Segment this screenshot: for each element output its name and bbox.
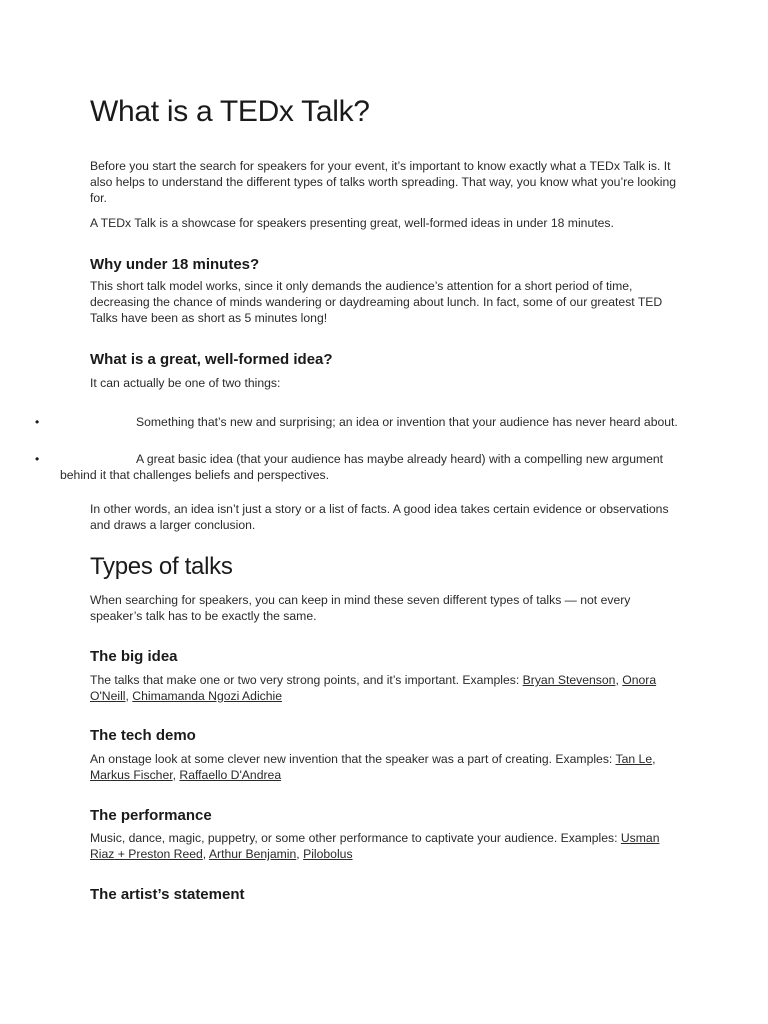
big-idea-heading: The big idea bbox=[90, 648, 178, 665]
big-idea-paragraph bbox=[90, 672, 680, 704]
example-link-usman-riaz-preston-reed[interactable]: Usman Riaz + Preston Reed bbox=[90, 831, 660, 861]
great-idea-lead: It can actually be one of two things: bbox=[90, 376, 281, 390]
link-separator: , bbox=[615, 673, 623, 687]
performance-text: Music, dance, magic, puppetry, or some other performance to captivate your audience. Examples: bbox=[90, 831, 621, 845]
great-idea-heading: What is a great, well-formed idea? bbox=[90, 351, 333, 368]
example-link-bryan-stevenson[interactable]: Bryan Stevenson bbox=[522, 673, 616, 687]
link-separator: , bbox=[172, 768, 180, 782]
intro-paragraph-1: Before you start the search for speakers for your event, it’s important to know exactly what a TEDx Talk is. It also helps to understand the different types of talks worth spreading. That way, you know what you’re looking for. bbox=[90, 159, 677, 205]
list-item: Something that’s new and surprising; an idea or invention that your audience has never heard about. bbox=[136, 415, 678, 429]
artist-statement-heading: The artist’s statement bbox=[90, 886, 245, 903]
bullet-marker: • bbox=[35, 452, 40, 466]
bullet-marker: • bbox=[35, 415, 40, 429]
example-link-tan-le[interactable]: Tan Le bbox=[615, 752, 653, 766]
why-under-heading: Why under 18 minutes? bbox=[90, 256, 260, 273]
intro-paragraph-2: A TEDx Talk is a showcase for speakers presenting great, well-formed ideas in under 18 minutes. bbox=[90, 216, 614, 230]
link-separator: , bbox=[652, 752, 656, 766]
example-link-markus-fischer[interactable]: Markus Fischer bbox=[90, 768, 173, 782]
example-link-raffaello-dandrea[interactable]: Raffaello D'Andrea bbox=[179, 768, 282, 782]
performance-heading: The performance bbox=[90, 807, 212, 824]
example-link-pilobolus[interactable]: Pilobolus bbox=[303, 847, 353, 861]
types-heading: Types of talks bbox=[90, 553, 233, 580]
link-separator: , bbox=[125, 689, 133, 703]
great-idea-closing: In other words, an idea isn’t just a story or a list of facts. A good idea takes certain evidence or observations and draws a larger conclusion. bbox=[90, 502, 669, 532]
example-link-arthur-benjamin[interactable]: Arthur Benjamin bbox=[208, 847, 297, 861]
big-idea-text: The talks that make one or two very strong points, and it’s important. Examples: bbox=[90, 673, 523, 687]
tech-demo-paragraph bbox=[90, 751, 680, 783]
why-under-paragraph: This short talk model works, since it only demands the audience’s attention for a short period of time, decreasing the chance of minds wandering or daydreaming about lunch. In fact, some of our greatest TED Talks have been as short as 5 minutes long! bbox=[90, 279, 663, 325]
link-separator: , bbox=[296, 847, 304, 861]
tech-demo-heading: The tech demo bbox=[90, 727, 196, 744]
page-title: What is a TEDx Talk? bbox=[90, 95, 370, 128]
tech-demo-text: An onstage look at some clever new invention that the speaker was a part of creating. Examples: bbox=[90, 752, 616, 766]
performance-paragraph bbox=[90, 830, 680, 862]
types-intro: When searching for speakers, you can keep in mind these seven different types of talks — not every speaker’s talk has to be exactly the same. bbox=[90, 593, 631, 623]
example-link-chimamanda-ngozi-adichie[interactable]: Chimamanda Ngozi Adichie bbox=[132, 689, 283, 703]
link-separator: , bbox=[202, 847, 209, 861]
example-link-onora-oneill[interactable]: Onora O'Neill bbox=[90, 673, 657, 703]
list-item: A great basic idea (that your audience has maybe already heard) with a compelling new argument behind it that challenges beliefs and perspectives. bbox=[60, 452, 664, 482]
